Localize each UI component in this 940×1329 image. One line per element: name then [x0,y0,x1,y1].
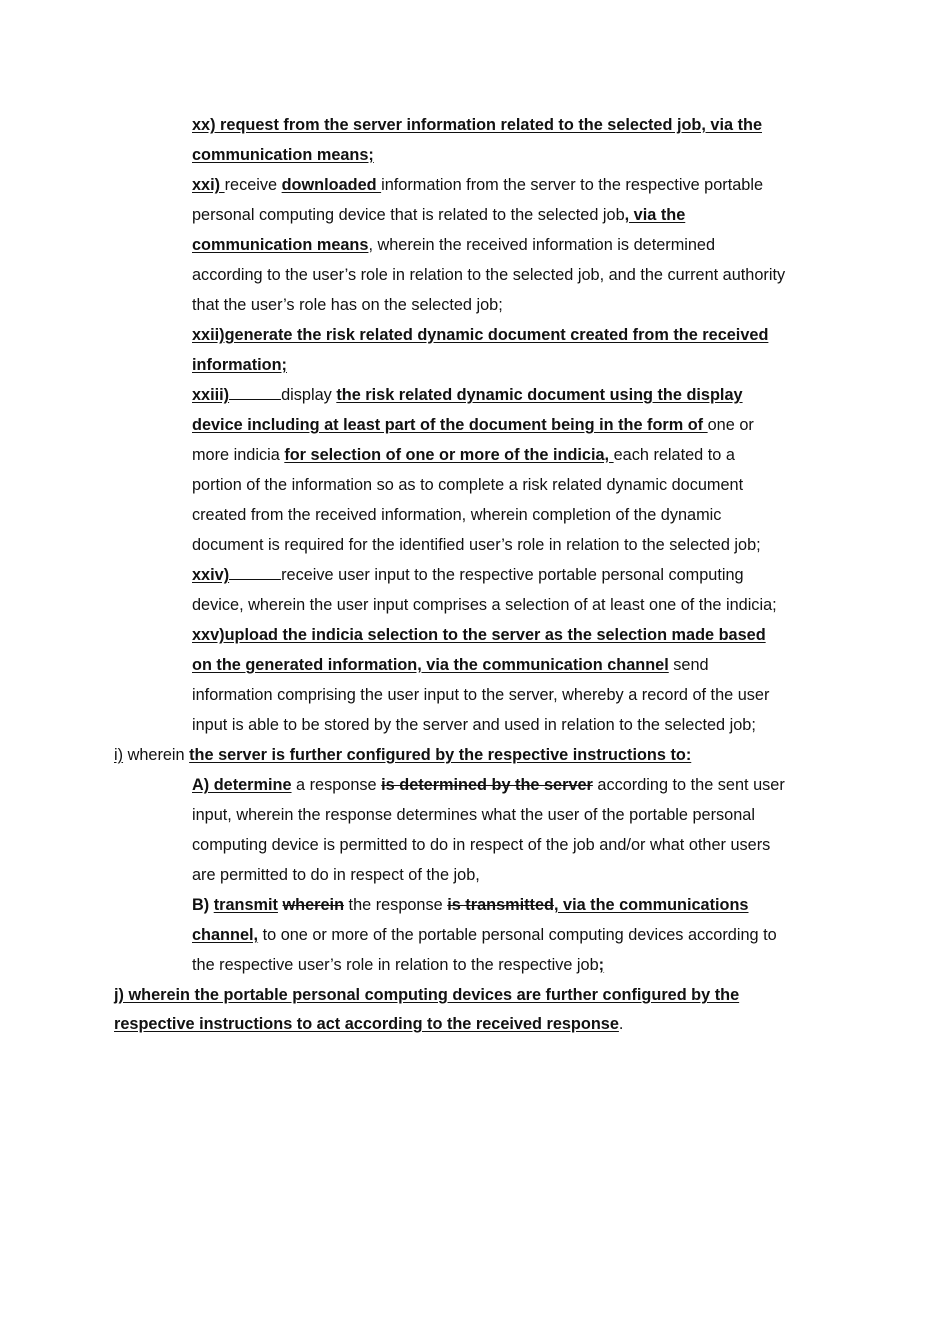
text-span: information comprising the user input to the server, whereby a record of the user [192,686,770,704]
claim-line [192,595,777,617]
text-span: the respective user’s role in relation to the respective job [192,956,599,974]
text-span: device including at least part of the document being in the form of [192,416,708,434]
text-span: , wherein the received information is determined [368,236,716,254]
text-span: xxiii) [192,386,230,404]
claim-line [192,535,761,557]
claim-line [192,865,480,887]
claim-line [192,175,763,197]
text-span: personal computing device that is related to the selected job [192,206,625,224]
text-span: information from the server to the respective portable [381,176,763,194]
tab-gap [229,385,281,400]
text-span: according to the sent user [592,776,785,794]
text-span: a response [291,776,382,794]
claim-line [192,685,769,707]
claim-line [192,955,604,977]
claim-line [192,385,743,407]
claim-line [192,505,721,527]
text-span: wherein [123,746,190,764]
text-span: that the user’s role has on the selected job; [192,296,503,314]
text-span: input is able to be stored by the server and used in relation to the selected job; [192,716,756,734]
text-span: B) [192,896,214,914]
text-span: more indicia [192,446,285,464]
text-span: channel, [192,926,259,944]
claim-line [114,1014,623,1036]
claim-line [192,715,756,737]
claim-line [192,895,749,917]
claim-line [192,115,762,137]
text-span: transmit [213,896,278,914]
text-span: document is required for the identified user’s role in relation to the selected job; [192,536,761,554]
text-span: receive user input to the respective portable personal computing [281,566,744,584]
text-span: , via the [624,206,686,224]
text-span: communication means; [192,146,374,164]
claim-line [192,205,685,227]
claim-line [192,355,287,377]
claim-line [192,655,709,677]
text-span: on the generated information, via the communication channel [192,656,669,674]
claim-line [192,625,766,647]
text-span: communication means [192,236,369,254]
claim-line [192,565,744,587]
claim-line [192,805,755,827]
text-span: the server is further configured by the respective instructions to: [189,746,692,764]
text-span: xxv)upload the indicia selection to the server as the selection made based [192,626,766,644]
text-span: computing device is permitted to do in respect of the job and/or what other users [192,836,771,854]
text-span: are permitted to do in respect of the job, [192,866,480,884]
text-span: A) determine [192,776,292,794]
text-span: one or [707,416,754,434]
text-span: each related to a [613,446,735,464]
claim-line [192,445,735,467]
text-span: xx) request from the server information related to the selected job, via the [192,116,762,134]
text-span: respective instructions to act according to the received response [114,1015,619,1033]
text-span: input, wherein the response determines what the user of the portable personal [192,806,755,824]
claim-line [192,775,785,797]
text-span: i) [114,746,124,764]
struck-text: wherein [282,896,345,914]
text-span: the risk related dynamic document using the display [336,386,743,404]
text-span: the response [344,896,448,914]
text-span: information; [192,356,287,374]
claim-line [192,835,770,857]
text-span: xxii)generate the risk related dynamic document created from the received [192,326,769,344]
text-span: display [281,386,337,404]
text-span: j) wherein the portable personal computing devices are further configured by the [114,986,740,1004]
text-span: device, wherein the user input comprises a selection of at least one of the indicia; [192,596,777,614]
claim-line [192,145,374,167]
claim-line [192,475,743,497]
text-span: portion of the information so as to complete a risk related dynamic document [192,476,744,494]
text-span: ; [598,956,605,974]
text-span: . [618,1015,624,1033]
text-span: , via the communications [553,896,749,914]
claim-line [192,325,768,347]
claim-line [114,985,739,1007]
struck-text: is determined by the server [381,776,593,794]
text-span: send [668,656,709,674]
text-span: according to the user’s role in relation to the selected job, and the current authority [192,266,786,284]
claim-line [192,265,785,287]
text-span: created from the received information, wherein completion of the dynamic [192,506,722,524]
claim-line [114,745,691,767]
struck-text: is transmitted [447,896,554,914]
text-span: xxiv) [192,566,230,584]
claim-line [192,415,754,437]
text-span: to one or more of the portable personal computing devices according to [258,926,777,944]
text-span: xxi) [192,176,225,194]
text-span: receive [224,176,282,194]
text-span: downloaded [281,176,382,194]
claim-line [192,295,503,317]
claim-line [192,925,777,947]
text-span: for selection of one or more of the indicia, [284,446,614,464]
tab-gap [229,565,281,580]
claim-line [192,235,715,257]
